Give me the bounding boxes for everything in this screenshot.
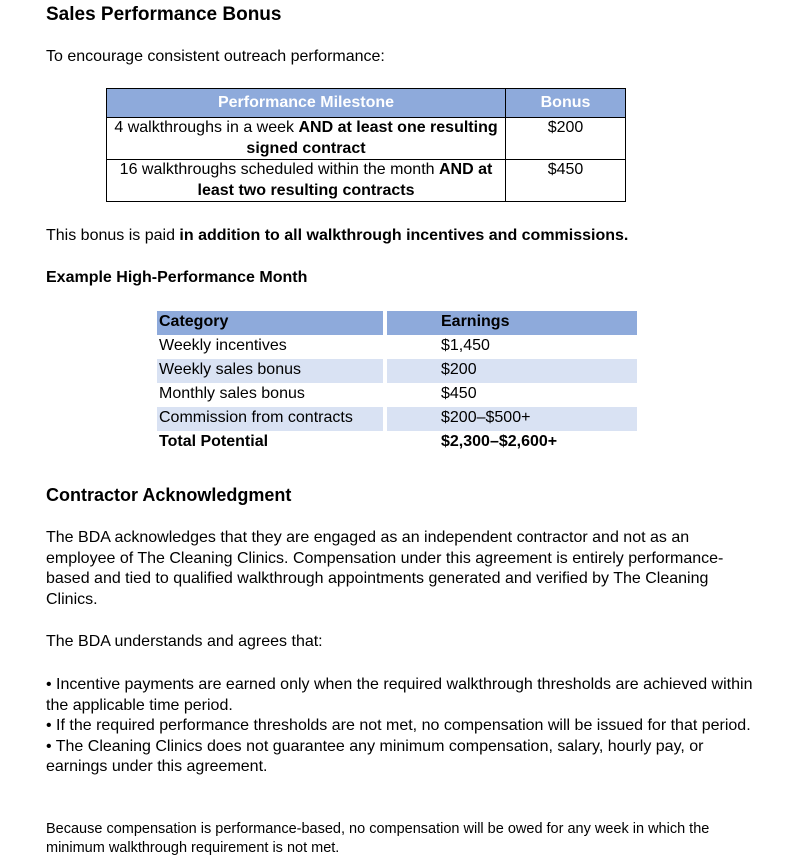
bonus-note (46, 226, 628, 247)
milestone-condition: AND at least one resulting signed contract (246, 119, 498, 157)
bonus-amount-cell: $450 (506, 160, 626, 202)
earnings-amount: $200–$500+ (387, 407, 637, 431)
closing-statement: Because compensation is performance-based, no compensation will be owed for any week in which the minimum walkthrough requirement is not met. (46, 821, 710, 856)
section-title-acknowledgment: Contractor Acknowledgment (46, 485, 292, 505)
earnings-row (157, 383, 637, 407)
earnings-row (157, 407, 637, 431)
earnings-amount: $1,450 (441, 337, 490, 354)
earnings-total-amount: $2,300–$2,600+ (441, 433, 558, 450)
bonus-intro: To encourage consistent outreach performance: (46, 48, 385, 65)
earnings-amount: $200 (387, 359, 637, 383)
list-item: • If the required performance thresholds are not met, no compensation will be issued for that period. (46, 717, 751, 734)
earnings-row (157, 335, 637, 359)
bonus-table-header (107, 89, 626, 118)
bonus-note-text: This bonus is paid (46, 227, 180, 244)
bonus-header-bonus: Bonus (506, 89, 626, 118)
earnings-category: Weekly sales bonus (157, 359, 387, 383)
bonus-milestone-cell (107, 118, 506, 160)
earnings-header-earnings: Earnings (387, 311, 637, 335)
earnings-category: Monthly sales bonus (157, 383, 387, 407)
example-title: Example High-Performance Month (46, 269, 308, 286)
earnings-category: Commission from contracts (157, 407, 387, 431)
bonus-table (106, 88, 626, 202)
bonus-table-row (107, 118, 626, 160)
acknowledgment-agrees: The BDA understands and agrees that: (46, 633, 323, 650)
bonus-note-emphasis: in addition to all walkthrough incentives and commissions. (179, 227, 629, 244)
milestone-text: 4 walkthroughs in a week (114, 119, 299, 136)
acknowledgment-paragraph: The BDA acknowledges that they are engaged as an independent contractor and not as an employee of The Cleaning Clinics. Compensation under this agreement is entirely performance-based and tied to qualified walkthrough appointments generated and verified by The Cleaning Clinics. (46, 529, 724, 608)
milestone-text: 16 walkthroughs scheduled within the month (119, 161, 439, 178)
list-item: • Incentive payments are earned only when the required walkthrough thresholds are achieved within the applicable time period. (46, 676, 753, 714)
earnings-table-header (157, 311, 637, 335)
earnings-category: Weekly incentives (157, 335, 387, 359)
bonus-milestone-cell (107, 160, 506, 202)
earnings-amount: $450 (441, 385, 477, 402)
bonus-table-row (107, 160, 626, 202)
earnings-total-row (157, 431, 637, 455)
acknowledgment-bullet-list (46, 675, 758, 778)
milestone-condition: AND at least two resulting contracts (197, 161, 493, 199)
bonus-amount-cell: $200 (506, 118, 626, 160)
list-item: • The Cleaning Clinics does not guarantee any minimum compensation, salary, hourly pay, or earnings under this agreement. (46, 737, 704, 775)
section-title-sales-bonus: Sales Performance Bonus (46, 4, 282, 25)
earnings-header-category: Category (157, 311, 387, 335)
earnings-total-label: Total Potential (157, 431, 387, 455)
bonus-header-milestone: Performance Milestone (107, 89, 506, 118)
earnings-table (157, 311, 637, 455)
earnings-row (157, 359, 637, 383)
